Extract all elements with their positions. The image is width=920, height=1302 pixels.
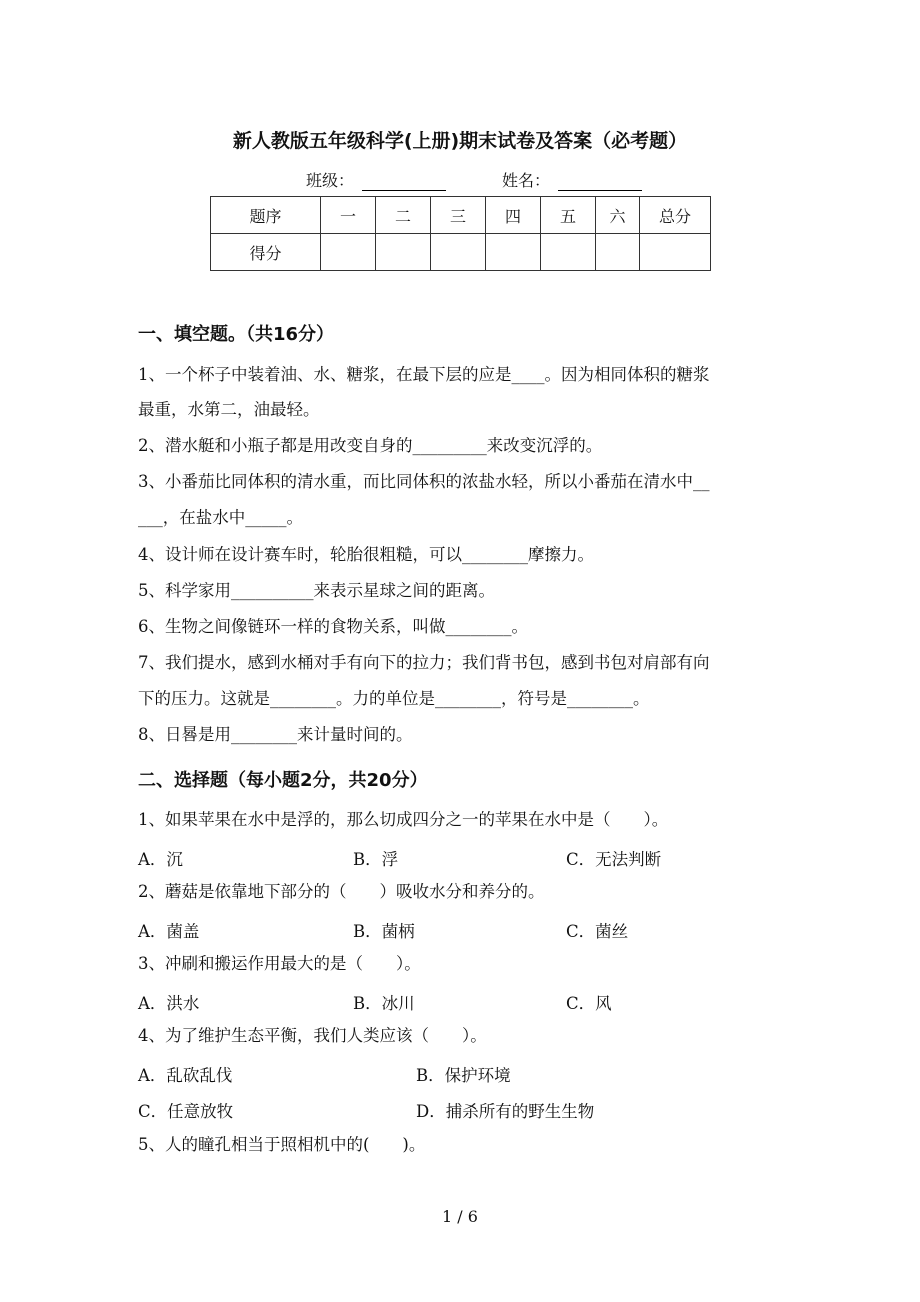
question-line: 4、为了维护生态平衡，我们人类应该（ ）。: [138, 1026, 487, 1045]
table-cell: 三: [431, 197, 486, 234]
class-blank[interactable]: [362, 174, 446, 191]
table-cell: 得分: [211, 234, 321, 271]
table-cell: [321, 234, 376, 271]
option: B．保护环境: [416, 1066, 511, 1085]
name-field: [502, 168, 642, 191]
option: C．菌丝: [566, 922, 629, 941]
table-cell: [431, 234, 486, 271]
page-title: 新人教版五年级科学(上册)期末试卷及答案（必考题）: [232, 130, 688, 152]
option: B．冰川: [353, 994, 415, 1013]
question-line: 4、设计师在设计赛车时，轮胎很粗糙，可以________摩擦力。: [138, 545, 594, 564]
table-cell: 五: [541, 197, 596, 234]
option: B．浮: [353, 850, 399, 869]
table-header-row: [211, 197, 711, 234]
score-table: [210, 196, 711, 271]
class-field: [306, 168, 446, 191]
table-row: [211, 234, 711, 271]
table-cell: [486, 234, 541, 271]
question-line: 8、日晷是用________来计量时间的。: [138, 725, 413, 744]
option: A．乱砍乱伐: [138, 1066, 233, 1085]
table-cell: 四: [486, 197, 541, 234]
question-line: 1、如果苹果在水中是浮的，那么切成四分之一的苹果在水中是（ ）。: [138, 810, 669, 829]
question-line: 3、小番茄比同体积的清水重，而比同体积的浓盐水轻，所以小番茄在清水中__: [138, 472, 710, 491]
option: D．捕杀所有的野生生物: [416, 1102, 595, 1121]
page-number: 1 / 6: [442, 1207, 478, 1226]
section-heading: 二、选择题（每小题2分，共20分）: [138, 770, 428, 791]
question-line: 7、我们提水，感到水桶对手有向下的拉力；我们背书包，感到书包对肩部有向: [138, 653, 710, 672]
table-cell: 题序: [211, 197, 321, 234]
question-line: 6、生物之间像链环一样的食物关系，叫做________。: [138, 617, 528, 636]
option: C．风: [566, 994, 612, 1013]
question-line: 5、人的瞳孔相当于照相机中的( )。: [138, 1135, 426, 1154]
table-cell: 二: [376, 197, 431, 234]
option: C．无法判断: [566, 850, 662, 869]
question-line: 3、冲刷和搬运作用最大的是（ ）。: [138, 954, 421, 973]
table-cell: [640, 234, 711, 271]
question-line: 1、一个杯子中装着油、水、糖浆，在最下层的应是____。因为相同体积的糖浆: [138, 365, 710, 384]
table-cell: [596, 234, 640, 271]
option: A．菌盖: [138, 922, 200, 941]
table-cell: 六: [596, 197, 640, 234]
section-heading: 一、填空题。（共16分）: [138, 324, 335, 345]
question-line: 5、科学家用__________来表示星球之间的距离。: [138, 581, 495, 600]
option: A．沉: [138, 850, 183, 869]
table-cell: 总分: [640, 197, 711, 234]
name-blank[interactable]: [558, 174, 642, 191]
table-cell: 一: [321, 197, 376, 234]
option: B．菌柄: [353, 922, 415, 941]
question-line: 2、蘑菇是依靠地下部分的（ ）吸收水分和养分的。: [138, 882, 545, 901]
question-line: 最重，水第二，油最轻。: [138, 400, 320, 419]
name-label: 姓名：: [502, 171, 551, 190]
question-line: 下的压力。这就是________。力的单位是________，符号是________。: [138, 689, 650, 708]
option: C．任意放牧: [138, 1102, 234, 1121]
option: A．洪水: [138, 994, 200, 1013]
class-label: 班级：: [306, 171, 355, 190]
question-line: 2、潜水艇和小瓶子都是用改变自身的_________来改变沉浮的。: [138, 436, 603, 455]
question-line: ___，在盐水中_____。: [138, 508, 303, 527]
table-cell: [376, 234, 431, 271]
table-cell: [541, 234, 596, 271]
